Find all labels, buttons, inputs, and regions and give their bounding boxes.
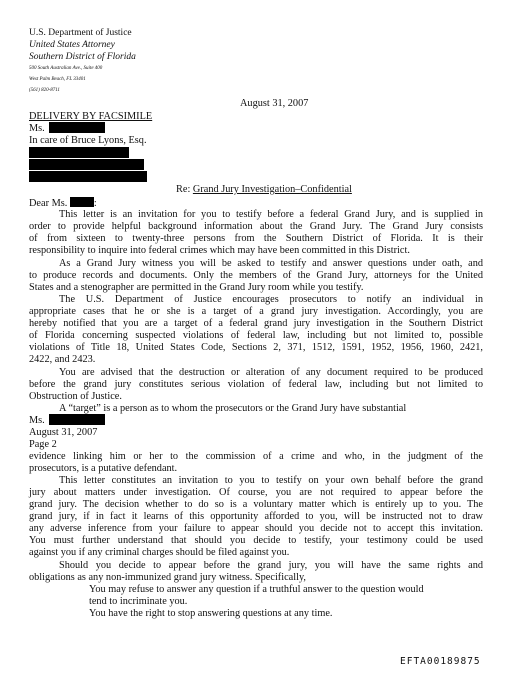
text-line: prosecutors, is a putative defendant. bbox=[29, 463, 178, 474]
text-line: evidence linking him or her to the commission of a crime and who, in the judgment of the bbox=[29, 451, 483, 462]
text-line: You must further understand that should you decide to testify, your testimony could be used bbox=[29, 535, 483, 546]
text-line: of Florida concerning suspected violations of federal law, including but not limited to, possible bbox=[29, 330, 483, 341]
redaction-box bbox=[29, 159, 144, 170]
text-line: You are advised that the destruction or alteration of any document required to be produced bbox=[59, 367, 483, 378]
delivery-method: DELIVERY BY FACSIMILE bbox=[29, 111, 153, 122]
letterhead-phone: (561) 820-8711 bbox=[29, 88, 60, 93]
text-line: This letter is an invitation for you to testify before a federal Grand Jury, and is supplied in bbox=[59, 209, 483, 220]
text-line: against you if any criminal charges should be filed against you. bbox=[29, 547, 290, 558]
page2-recipient: Ms. bbox=[29, 415, 45, 426]
paragraph-obstruction bbox=[29, 367, 483, 403]
text-line: A “target” is a person as to whom the prosecutors or the Grand Jury have substantial bbox=[59, 403, 407, 414]
letter-date: August 31, 2007 bbox=[240, 98, 309, 109]
re-subject: Grand Jury Investigation–Confidential bbox=[192, 184, 352, 195]
text-line: grand jury. The decision whether to do so is a voluntary matter which is entirely up to you. The bbox=[29, 499, 483, 510]
text-line: appropriate cases that he or she is a target of a grand jury investigation. Accordingly, you are bbox=[29, 306, 483, 317]
text-line: violations of Title 18, United States Code, Sections 2, 371, 1512, 1591, 1952, 1956, 1960, 2421, bbox=[29, 342, 483, 353]
text-line: hereby notified that you are a target of a federal grand jury investigation in the Southern District bbox=[29, 318, 483, 329]
paragraph-witness bbox=[29, 258, 483, 294]
paragraph-target-notice bbox=[29, 294, 483, 366]
letterhead-agency: U.S. Department of Justice bbox=[29, 28, 132, 38]
re-prefix: Re: bbox=[176, 184, 191, 195]
recipient-prefix: Ms. bbox=[29, 123, 45, 134]
text-line: As a Grand Jury witness you will be asked to testify and answer questions under oath, and bbox=[59, 258, 483, 269]
text-line: before the grand jury constitutes serious violation of federal law, including but not limited to bbox=[29, 379, 483, 390]
redaction-box bbox=[29, 147, 129, 158]
paragraph-invitation bbox=[29, 209, 483, 257]
bates-number: EFTA00189875 bbox=[400, 656, 481, 667]
letterhead-city: West Palm Beach, FL 33401 bbox=[29, 77, 86, 82]
text-line: of from sixteen to twenty-three persons from the Southern District of Florida. It is their bbox=[29, 233, 483, 244]
redaction-box bbox=[29, 171, 147, 182]
text-line: States and a stenographer are permitted in the Grand Jury room while you testify. bbox=[29, 282, 364, 293]
salutation-prefix: Dear Ms. bbox=[29, 198, 68, 209]
text-line: any adverse inference from your failure to appear should you decide not to accept this invitation. bbox=[29, 523, 483, 534]
text-line: Should you decide to appear before the grand jury, you will have the same rights and bbox=[59, 560, 483, 571]
text-line: This letter constitutes an invitation to you to testify on your own behalf before the grand bbox=[59, 475, 483, 486]
text-line: Obstruction of Justice. bbox=[29, 391, 122, 402]
re-line bbox=[176, 184, 352, 196]
salutation-suffix: : bbox=[93, 198, 97, 209]
text-line: responsibility to inquire into federal crimes which may have been committed in this District. bbox=[29, 245, 410, 256]
in-care-of: In care of Bruce Lyons, Esq. bbox=[29, 135, 147, 146]
letterhead-office: United States Attorney bbox=[29, 40, 115, 50]
redaction-box bbox=[70, 197, 94, 207]
text-line: The U.S. Department of Justice encourages prosecutors to notify an individual in bbox=[59, 294, 483, 305]
text-line: obligations as any non-immunized grand jury witness. Specifically, bbox=[29, 572, 307, 583]
redaction-box bbox=[49, 414, 105, 425]
letterhead-address: 500 South Australian Ave., Suite 400 bbox=[29, 66, 103, 71]
paragraph-target-definition-cont bbox=[29, 451, 483, 475]
right-refuse-answer-cont: tend to incriminate you. bbox=[89, 596, 188, 607]
redaction-box bbox=[49, 122, 105, 133]
paragraph-rights-intro bbox=[29, 560, 483, 584]
page2-number: Page 2 bbox=[29, 439, 57, 450]
text-line: order to provide helpful background information about the Grand Jury. The Grand Jury consists bbox=[29, 221, 483, 232]
right-stop-answering: You have the right to stop answering questions at any time. bbox=[89, 608, 333, 619]
page2-date: August 31, 2007 bbox=[29, 427, 98, 438]
right-refuse-answer: You may refuse to answer any question if a truthful answer to the question would bbox=[89, 584, 424, 595]
paragraph-testify-invitation bbox=[29, 475, 483, 559]
text-line: jury about matters under investigation. Of course, you are not required to appear before the bbox=[29, 487, 483, 498]
text-line: 2422, and 2423. bbox=[29, 354, 96, 365]
text-line: to produce records and documents. Only the members of the Grand Jury, attorneys for the United bbox=[29, 270, 483, 281]
text-line: grand jury, if in fact it learns of this opportunity afforded to you, will be instructed not to draw bbox=[29, 511, 483, 522]
letterhead-district: Southern District of Florida bbox=[29, 52, 136, 62]
